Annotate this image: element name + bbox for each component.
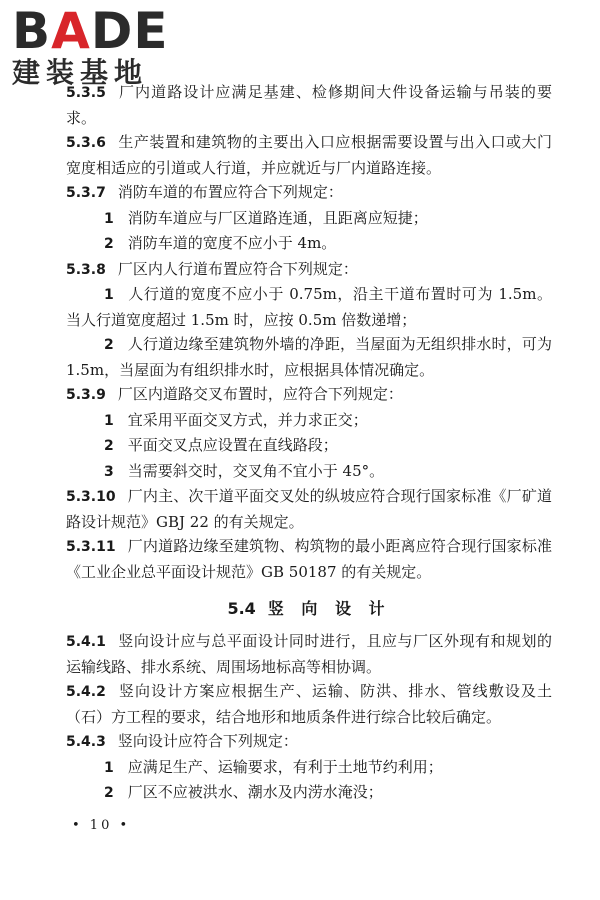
list-item: 2 人行道边缘至建筑物外墙的净距，当屋面为无组织排水时，可为 1.5m，当屋面为有组织排水时，应根据具体情况确定。 [66, 335, 552, 379]
list-item: 1 人行道的宽度不应小于 0.75m，沿主干道布置时可为 1.5m。当人行道宽度超过 1.5m 时，应按 0.5m 倍数递增； [66, 285, 552, 329]
list-item: 1 消防车道应与厂区道路连通，且距离应短捷； [104, 208, 428, 227]
clause-5-3-11: 5.3.11 厂内道路边缘至建筑物、构筑物的最小距离应符合现行国家标准《工业企业总平面设计规范》GB 50187 的有关规定。 [66, 537, 552, 581]
list-item: 1 宜采用平面交叉方式，并力求正交； [104, 410, 368, 429]
list-item: 2 厂区不应被洪水、潮水及内涝水淹没； [104, 783, 383, 801]
clause-5-3-8: 5.3.8 厂区内人行道布置应符合下列规定： [66, 259, 358, 278]
clause-5-4-2: 5.4.2 竖向设计方案应根据生产、运输、防洪、排水、管线敷设及土（石）方工程的要求，结合地形和地质条件进行综合比较后确定。 [66, 682, 552, 726]
logo-brand-text: BADE [12, 2, 169, 60]
list-item: 1 应满足生产、运输要求，有利于土地节约利用； [104, 757, 443, 776]
document-body [66, 80, 552, 806]
clause-5-4-3: 5.4.3 竖向设计应符合下列规定： [66, 732, 298, 750]
page-number: • 10 • [72, 818, 131, 833]
clause-5-3-9: 5.3.9 厂区内道路交叉布置时，应符合下列规定： [66, 385, 403, 403]
logo-subtitle: 建装基地 [12, 56, 149, 89]
clause-5-3-10: 5.3.10 厂内主、次干道平面交叉处的纵坡应符合现行国家标准《厂矿道路设计规范》GBJ 22 的有关规定。 [66, 487, 552, 531]
clause-5-4-1: 5.4.1 竖向设计应与总平面设计同时进行，且应与厂区外现有和规划的运输线路、排水系统、周围场地标高等相协调。 [66, 632, 552, 676]
list-item: 2 平面交叉点应设置在直线路段； [104, 436, 338, 454]
list-item: 3 当需要斜交时，交叉角不宜小于 45°。 [104, 461, 385, 480]
section-heading: 5.4 竖 向 设 计 [227, 599, 391, 618]
clause-5-3-5: 5.3.5 厂内道路设计应满足基建、检修期间大件设备运输与吊装的要求。 [66, 83, 552, 127]
clause-5-3-7: 5.3.7 消防车道的布置应符合下列规定： [66, 183, 343, 201]
clause-5-3-6: 5.3.6 生产装置和建筑物的主要出入口应根据需要设置与出入口或大门宽度相适应的引道或人行道，并应就近与厂内道路连接。 [66, 133, 552, 177]
list-item: 2 消防车道的宽度不应小于 4m。 [104, 234, 337, 252]
